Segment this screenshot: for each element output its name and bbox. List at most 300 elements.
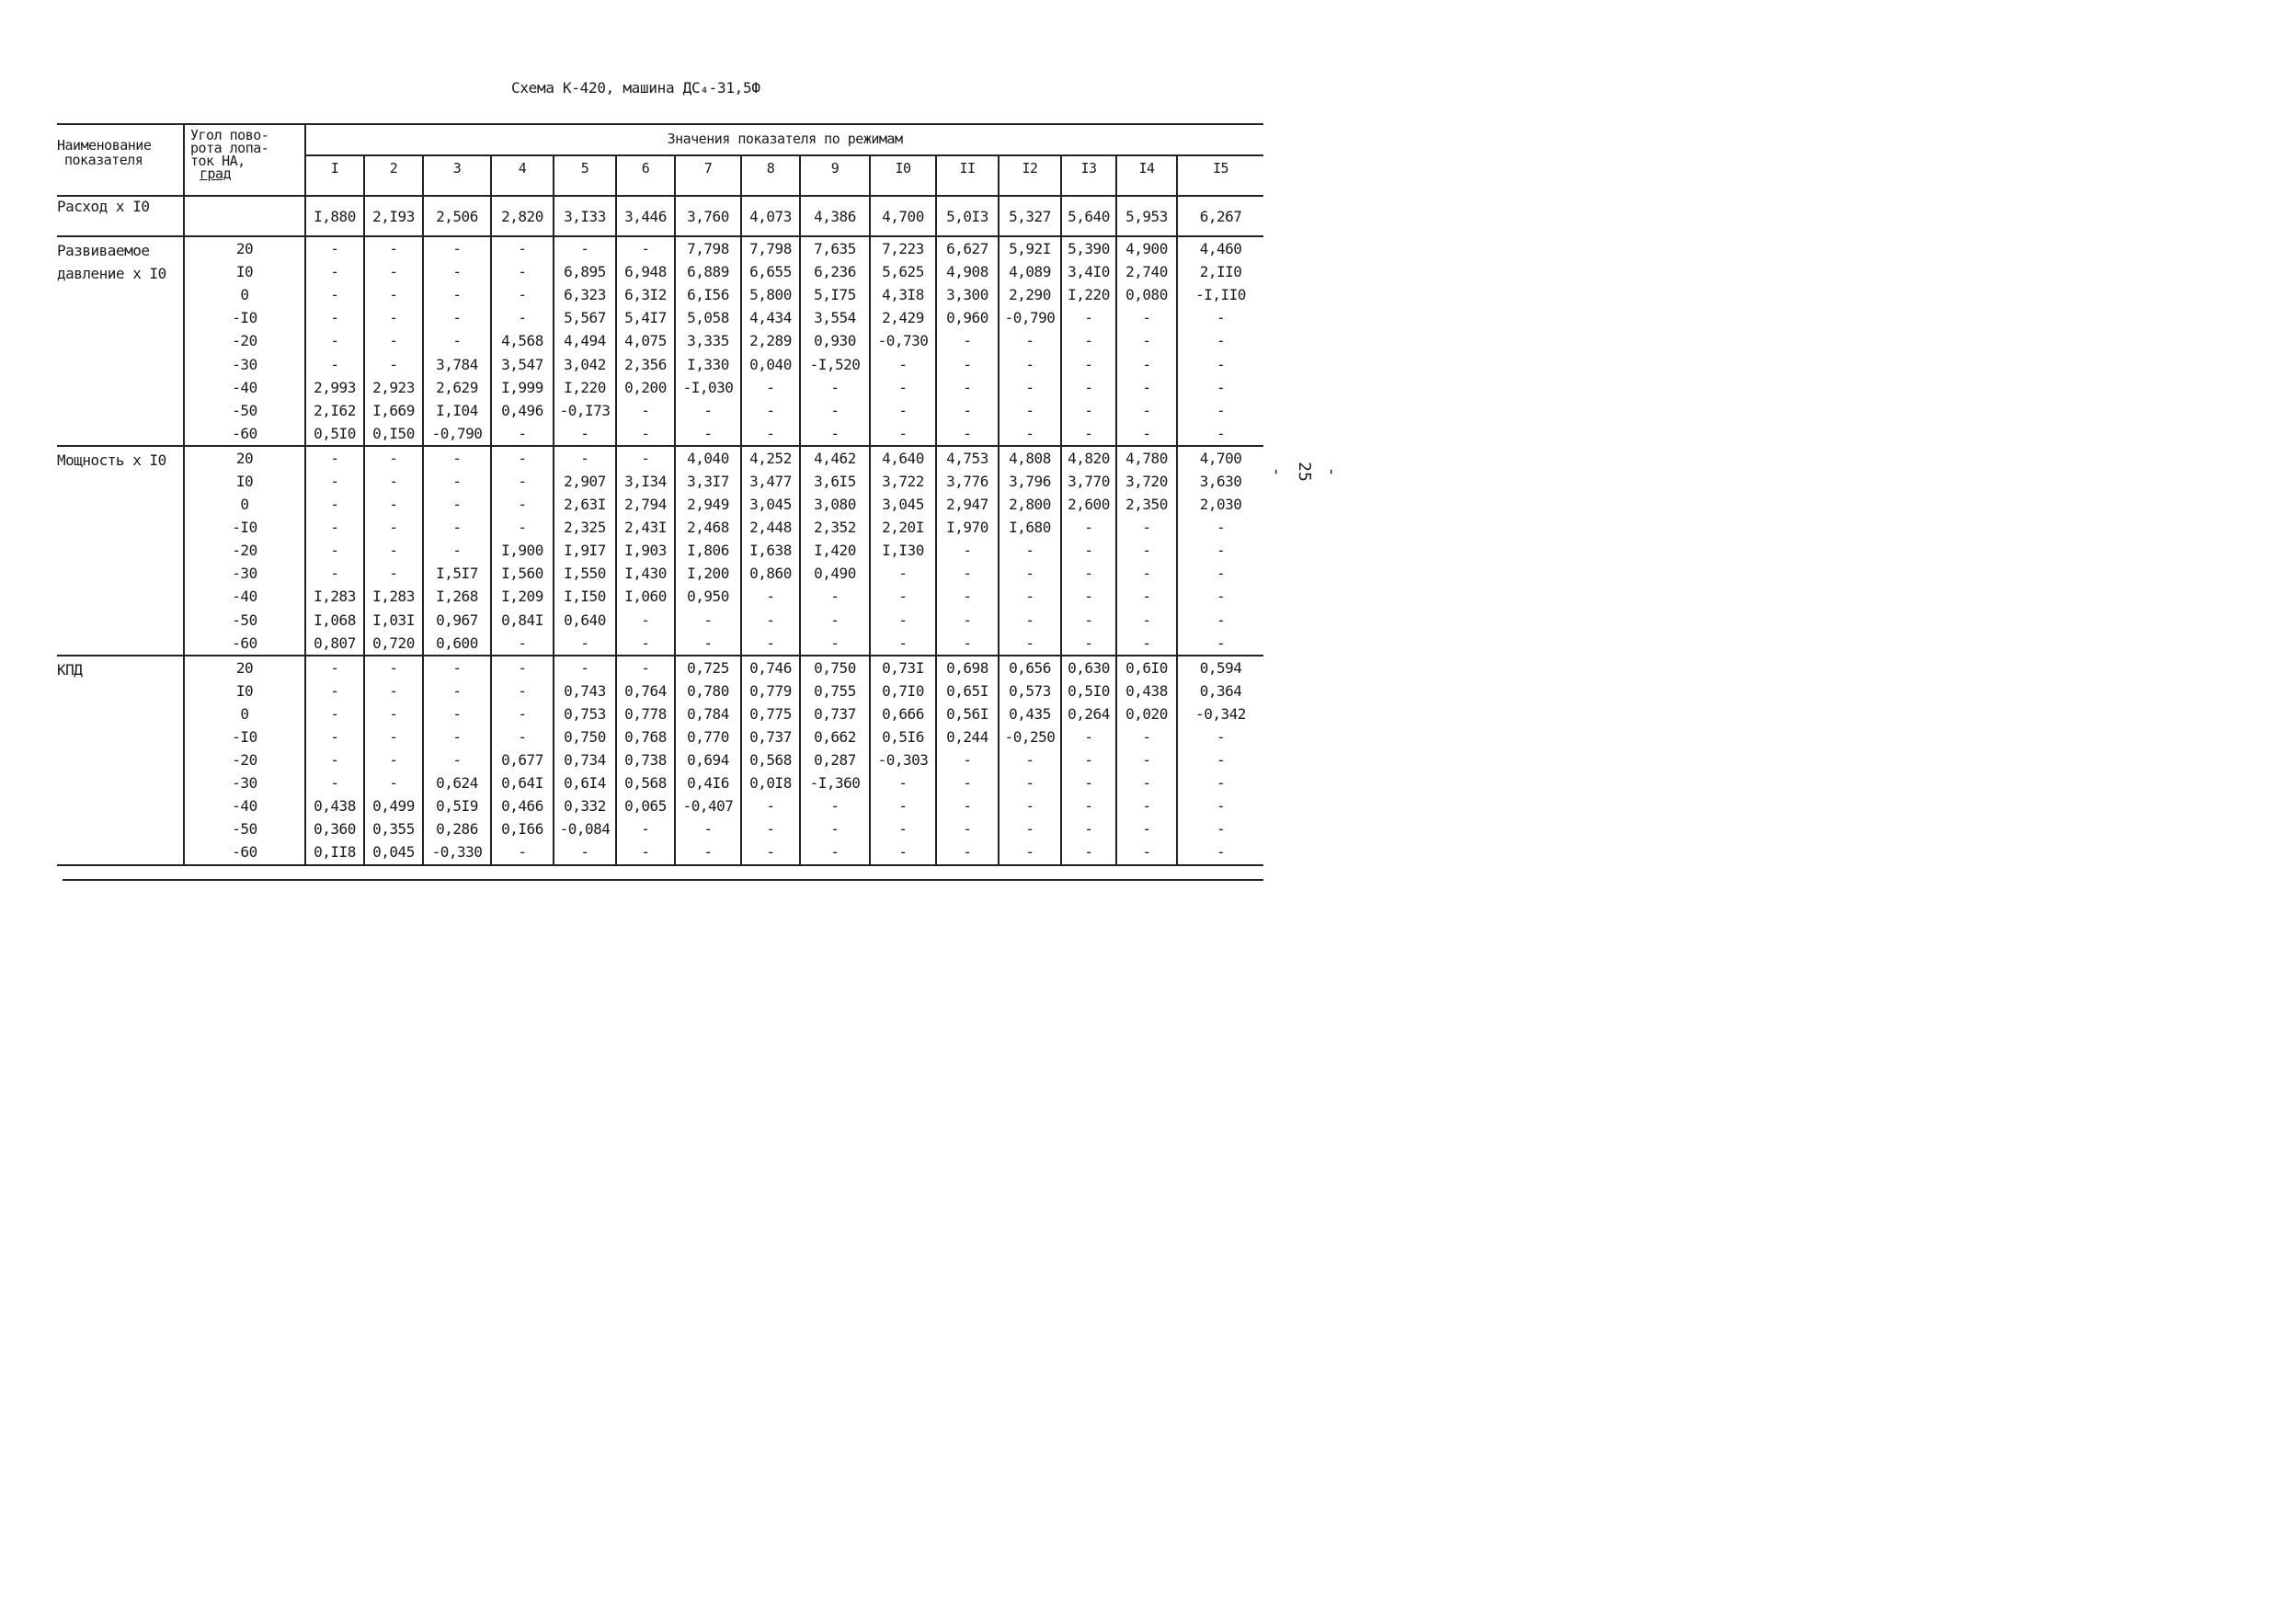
header-mode: I0 bbox=[870, 155, 936, 196]
value-cell: 0,65I bbox=[936, 679, 999, 702]
value-cell: - bbox=[936, 585, 999, 608]
value-cell: 5,4I7 bbox=[616, 306, 675, 329]
value-cell: 0,662 bbox=[800, 725, 870, 748]
value-cell: 5,058 bbox=[675, 306, 741, 329]
value-cell: 3,045 bbox=[741, 493, 800, 516]
value-cell: - bbox=[491, 725, 554, 748]
value-cell: 0,360 bbox=[305, 817, 364, 840]
value-cell: 2,794 bbox=[616, 493, 675, 516]
value-cell: 0,753 bbox=[554, 702, 616, 725]
value-cell: - bbox=[491, 702, 554, 725]
value-cell: 0,045 bbox=[364, 840, 423, 864]
value-cell: 0,594 bbox=[1177, 656, 1263, 679]
value-cell: 3,720 bbox=[1116, 470, 1177, 493]
value-cell: 0,725 bbox=[675, 656, 741, 679]
value-cell: - bbox=[491, 236, 554, 260]
value-cell: - bbox=[1061, 399, 1116, 422]
table-row bbox=[57, 236, 1263, 260]
value-cell: 0,490 bbox=[800, 562, 870, 585]
value-cell: -0,790 bbox=[999, 306, 1061, 329]
value-cell: I,680 bbox=[999, 516, 1061, 539]
value-cell: - bbox=[800, 632, 870, 656]
value-cell: 0,778 bbox=[616, 702, 675, 725]
value-cell: - bbox=[616, 236, 675, 260]
value-cell: - bbox=[1061, 562, 1116, 585]
value-cell: 0,64I bbox=[491, 771, 554, 794]
value-cell: 0,5I0 bbox=[305, 422, 364, 446]
table-row bbox=[57, 679, 1263, 702]
value-cell: - bbox=[1116, 376, 1177, 399]
value-cell: - bbox=[1061, 632, 1116, 656]
value-cell: 0,640 bbox=[554, 609, 616, 632]
value-cell: I,209 bbox=[491, 585, 554, 608]
value-cell: - bbox=[870, 562, 936, 585]
value-cell: 3,477 bbox=[741, 470, 800, 493]
value-cell: - bbox=[741, 817, 800, 840]
value-cell: - bbox=[936, 376, 999, 399]
value-cell: I,I30 bbox=[870, 539, 936, 562]
value-cell: 2,947 bbox=[936, 493, 999, 516]
value-cell: -I,II0 bbox=[1177, 283, 1263, 306]
value-cell: - bbox=[1116, 771, 1177, 794]
value-cell: - bbox=[491, 283, 554, 306]
value-cell: -I,030 bbox=[675, 376, 741, 399]
value-cell: I,970 bbox=[936, 516, 999, 539]
value-cell: 0,0I8 bbox=[741, 771, 800, 794]
value-cell: - bbox=[305, 679, 364, 702]
value-cell: - bbox=[1177, 352, 1263, 375]
value-cell: - bbox=[1177, 748, 1263, 771]
value-cell: - bbox=[999, 632, 1061, 656]
value-cell: - bbox=[1177, 725, 1263, 748]
value-cell: - bbox=[1177, 585, 1263, 608]
header-mode: I5 bbox=[1177, 155, 1263, 196]
value-cell: - bbox=[999, 794, 1061, 817]
value-cell: 0,624 bbox=[423, 771, 491, 794]
value-cell: 0,244 bbox=[936, 725, 999, 748]
value-cell: I,200 bbox=[675, 562, 741, 585]
value-cell: 3,776 bbox=[936, 470, 999, 493]
value-cell: - bbox=[1177, 422, 1263, 446]
value-cell: - bbox=[999, 329, 1061, 352]
value-cell: - bbox=[491, 260, 554, 283]
value-cell: 6,655 bbox=[741, 260, 800, 283]
value-cell: - bbox=[616, 632, 675, 656]
table-row bbox=[57, 702, 1263, 725]
table-row bbox=[57, 306, 1263, 329]
table-row bbox=[57, 840, 1263, 864]
value-cell: 0,750 bbox=[800, 656, 870, 679]
value-cell: 3,760 bbox=[675, 196, 741, 236]
value-cell: -0,I73 bbox=[554, 399, 616, 422]
value-cell: - bbox=[554, 236, 616, 260]
value-cell: 2,907 bbox=[554, 470, 616, 493]
header-mode: 7 bbox=[675, 155, 741, 196]
value-cell: - bbox=[1177, 516, 1263, 539]
value-cell: 0,750 bbox=[554, 725, 616, 748]
value-cell: - bbox=[423, 236, 491, 260]
value-cell: - bbox=[870, 817, 936, 840]
value-cell: 0,435 bbox=[999, 702, 1061, 725]
value-cell: 4,434 bbox=[741, 306, 800, 329]
value-cell: - bbox=[1116, 516, 1177, 539]
value-cell: 3,4I0 bbox=[1061, 260, 1116, 283]
value-cell: - bbox=[491, 840, 554, 864]
table-row bbox=[57, 539, 1263, 562]
value-cell: 5,800 bbox=[741, 283, 800, 306]
value-cell: 0,332 bbox=[554, 794, 616, 817]
value-cell: - bbox=[305, 446, 364, 470]
blade-angle-cell: -50 bbox=[184, 609, 305, 632]
value-cell: -I,360 bbox=[800, 771, 870, 794]
blade-angle-cell: -30 bbox=[184, 771, 305, 794]
value-cell: - bbox=[1116, 794, 1177, 817]
value-cell: 0,779 bbox=[741, 679, 800, 702]
value-cell: - bbox=[305, 725, 364, 748]
value-cell: 4,089 bbox=[999, 260, 1061, 283]
value-cell: - bbox=[305, 771, 364, 794]
value-cell: 5,92I bbox=[999, 236, 1061, 260]
value-cell: 0,6I0 bbox=[1116, 656, 1177, 679]
value-cell: - bbox=[1116, 585, 1177, 608]
value-cell: - bbox=[1177, 794, 1263, 817]
value-cell: - bbox=[1061, 539, 1116, 562]
value-cell: 2,II0 bbox=[1177, 260, 1263, 283]
value-cell: - bbox=[936, 352, 999, 375]
value-cell: - bbox=[364, 679, 423, 702]
value-cell: 6,889 bbox=[675, 260, 741, 283]
value-cell: - bbox=[364, 236, 423, 260]
value-cell: - bbox=[364, 493, 423, 516]
value-cell: - bbox=[616, 609, 675, 632]
table-row bbox=[57, 585, 1263, 608]
value-cell: - bbox=[491, 679, 554, 702]
value-cell: -I,520 bbox=[800, 352, 870, 375]
value-cell: - bbox=[423, 539, 491, 562]
value-cell: 5,625 bbox=[870, 260, 936, 283]
value-cell: 2,949 bbox=[675, 493, 741, 516]
value-cell: 0,438 bbox=[305, 794, 364, 817]
blade-angle-cell: -40 bbox=[184, 794, 305, 817]
value-cell: 0,568 bbox=[616, 771, 675, 794]
value-cell: - bbox=[1116, 306, 1177, 329]
value-cell: - bbox=[305, 562, 364, 585]
value-cell: - bbox=[364, 702, 423, 725]
value-cell: - bbox=[936, 748, 999, 771]
value-cell: - bbox=[423, 260, 491, 283]
value-cell: 4,494 bbox=[554, 329, 616, 352]
value-cell: I,268 bbox=[423, 585, 491, 608]
value-cell: - bbox=[999, 539, 1061, 562]
blade-angle-cell: -20 bbox=[184, 748, 305, 771]
blade-angle-cell: -40 bbox=[184, 376, 305, 399]
value-cell: - bbox=[1116, 725, 1177, 748]
table-row bbox=[57, 260, 1263, 283]
indicator-name-line: КПД bbox=[57, 660, 83, 679]
value-cell: 6,236 bbox=[800, 260, 870, 283]
value-cell: - bbox=[1061, 516, 1116, 539]
table-row bbox=[57, 329, 1263, 352]
value-cell: 2,20I bbox=[870, 516, 936, 539]
indicator-name bbox=[57, 446, 184, 656]
blade-angle-cell: -I0 bbox=[184, 306, 305, 329]
value-cell: - bbox=[1116, 352, 1177, 375]
value-cell: - bbox=[936, 840, 999, 864]
indicator-name-line: Мощность х I0 bbox=[57, 451, 166, 469]
value-cell: - bbox=[870, 585, 936, 608]
value-cell: - bbox=[364, 748, 423, 771]
value-cell: - bbox=[616, 817, 675, 840]
value-cell: - bbox=[364, 329, 423, 352]
value-cell: - bbox=[1116, 422, 1177, 446]
header-mode: I4 bbox=[1116, 155, 1177, 196]
value-cell: - bbox=[870, 422, 936, 446]
value-cell: - bbox=[1061, 840, 1116, 864]
value-cell: 3,770 bbox=[1061, 470, 1116, 493]
value-cell: - bbox=[1177, 771, 1263, 794]
value-cell: - bbox=[1177, 376, 1263, 399]
value-cell: - bbox=[999, 585, 1061, 608]
value-cell: - bbox=[1116, 840, 1177, 864]
value-cell: 0,5I0 bbox=[1061, 679, 1116, 702]
value-cell: I,550 bbox=[554, 562, 616, 585]
value-cell: 0,755 bbox=[800, 679, 870, 702]
blade-angle-cell: 20 bbox=[184, 656, 305, 679]
value-cell: 5,567 bbox=[554, 306, 616, 329]
value-cell: 4,460 bbox=[1177, 236, 1263, 260]
value-cell: 3,042 bbox=[554, 352, 616, 375]
table-row bbox=[57, 493, 1263, 516]
value-cell: - bbox=[305, 539, 364, 562]
value-cell: 4,640 bbox=[870, 446, 936, 470]
value-cell: - bbox=[616, 399, 675, 422]
value-cell: - bbox=[870, 840, 936, 864]
value-cell: - bbox=[1116, 562, 1177, 585]
value-cell: - bbox=[305, 329, 364, 352]
table-row bbox=[57, 562, 1263, 585]
value-cell: - bbox=[870, 609, 936, 632]
value-cell: 3,080 bbox=[800, 493, 870, 516]
value-cell: 0,734 bbox=[554, 748, 616, 771]
table-row bbox=[57, 771, 1263, 794]
value-cell: - bbox=[423, 725, 491, 748]
value-cell: - bbox=[554, 840, 616, 864]
value-cell: 0,84I bbox=[491, 609, 554, 632]
value-cell: I,880 bbox=[305, 196, 364, 236]
value-cell: 0,496 bbox=[491, 399, 554, 422]
value-cell: - bbox=[1177, 562, 1263, 585]
value-cell: I,806 bbox=[675, 539, 741, 562]
value-cell: 5,390 bbox=[1061, 236, 1116, 260]
value-cell: 2,I62 bbox=[305, 399, 364, 422]
value-cell: 0,020 bbox=[1116, 702, 1177, 725]
value-cell: - bbox=[423, 329, 491, 352]
value-cell: - bbox=[741, 794, 800, 817]
table-row bbox=[57, 470, 1263, 493]
value-cell: - bbox=[999, 817, 1061, 840]
value-cell: - bbox=[364, 446, 423, 470]
value-cell: - bbox=[1177, 539, 1263, 562]
value-cell: 2,820 bbox=[491, 196, 554, 236]
value-cell: - bbox=[423, 702, 491, 725]
value-cell: - bbox=[364, 771, 423, 794]
value-cell: 0,600 bbox=[423, 632, 491, 656]
value-cell: 3,547 bbox=[491, 352, 554, 375]
value-cell: 0,960 bbox=[936, 306, 999, 329]
value-cell: - bbox=[999, 609, 1061, 632]
value-cell: 4,700 bbox=[870, 196, 936, 236]
value-cell: - bbox=[870, 376, 936, 399]
value-cell: 2,448 bbox=[741, 516, 800, 539]
value-cell: 3,3I7 bbox=[675, 470, 741, 493]
header-mode: 3 bbox=[423, 155, 491, 196]
blade-angle-cell: -30 bbox=[184, 352, 305, 375]
value-cell: - bbox=[999, 376, 1061, 399]
value-cell: - bbox=[1061, 352, 1116, 375]
value-cell: I,I50 bbox=[554, 585, 616, 608]
blade-angle-cell: -20 bbox=[184, 539, 305, 562]
value-cell: 2,600 bbox=[1061, 493, 1116, 516]
value-cell: - bbox=[491, 470, 554, 493]
value-cell: I,669 bbox=[364, 399, 423, 422]
table-row bbox=[57, 817, 1263, 840]
value-cell: - bbox=[423, 516, 491, 539]
value-cell: - bbox=[423, 679, 491, 702]
value-cell: I,I04 bbox=[423, 399, 491, 422]
value-cell: - bbox=[1177, 329, 1263, 352]
value-cell: 4,908 bbox=[936, 260, 999, 283]
value-cell: - bbox=[554, 446, 616, 470]
header-mode: 5 bbox=[554, 155, 616, 196]
value-cell: 0,438 bbox=[1116, 679, 1177, 702]
value-cell: 5,327 bbox=[999, 196, 1061, 236]
value-cell: - bbox=[1116, 817, 1177, 840]
value-cell: - bbox=[1061, 609, 1116, 632]
blade-angle-cell bbox=[184, 196, 305, 236]
value-cell: - bbox=[305, 516, 364, 539]
value-cell: -0,342 bbox=[1177, 702, 1263, 725]
value-cell: - bbox=[741, 840, 800, 864]
value-cell: - bbox=[491, 493, 554, 516]
header-mode: 2 bbox=[364, 155, 423, 196]
value-cell: 4,073 bbox=[741, 196, 800, 236]
value-cell: - bbox=[800, 840, 870, 864]
value-cell: 2,740 bbox=[1116, 260, 1177, 283]
value-cell: - bbox=[491, 446, 554, 470]
value-cell: - bbox=[554, 632, 616, 656]
header-mode: I bbox=[305, 155, 364, 196]
value-cell: 2,43I bbox=[616, 516, 675, 539]
value-cell: - bbox=[999, 399, 1061, 422]
header-mode: 8 bbox=[741, 155, 800, 196]
value-cell: - bbox=[305, 352, 364, 375]
value-cell: 0,784 bbox=[675, 702, 741, 725]
table-row bbox=[57, 609, 1263, 632]
value-cell: - bbox=[1061, 817, 1116, 840]
value-cell: - bbox=[364, 352, 423, 375]
performance-table bbox=[57, 123, 1263, 866]
value-cell: 3,335 bbox=[675, 329, 741, 352]
value-cell: 0,I50 bbox=[364, 422, 423, 446]
value-cell: 3,045 bbox=[870, 493, 936, 516]
value-cell: - bbox=[675, 609, 741, 632]
header-values-title: Значения показателя по режимам bbox=[305, 124, 1263, 155]
value-cell: 0,630 bbox=[1061, 656, 1116, 679]
table-row bbox=[57, 748, 1263, 771]
value-cell: 6,948 bbox=[616, 260, 675, 283]
value-cell: 6,323 bbox=[554, 283, 616, 306]
value-cell: - bbox=[1061, 306, 1116, 329]
header-indicator-name: Наименование показателя bbox=[57, 124, 184, 196]
value-cell: - bbox=[936, 539, 999, 562]
value-cell: - bbox=[675, 840, 741, 864]
table-row bbox=[57, 376, 1263, 399]
value-cell: 3,300 bbox=[936, 283, 999, 306]
value-cell: - bbox=[999, 422, 1061, 446]
value-cell: 0,666 bbox=[870, 702, 936, 725]
blade-angle-cell: -50 bbox=[184, 399, 305, 422]
value-cell: 4,462 bbox=[800, 446, 870, 470]
value-cell: 2,290 bbox=[999, 283, 1061, 306]
value-cell: 4,3I8 bbox=[870, 283, 936, 306]
value-cell: 0,264 bbox=[1061, 702, 1116, 725]
value-cell: - bbox=[305, 236, 364, 260]
value-cell: - bbox=[1061, 585, 1116, 608]
value-cell: - bbox=[1116, 399, 1177, 422]
value-cell: - bbox=[305, 260, 364, 283]
value-cell: I,220 bbox=[1061, 283, 1116, 306]
value-cell: - bbox=[999, 748, 1061, 771]
value-cell: 2,I93 bbox=[364, 196, 423, 236]
value-cell: 3,446 bbox=[616, 196, 675, 236]
value-cell: 0,065 bbox=[616, 794, 675, 817]
value-cell: - bbox=[305, 283, 364, 306]
value-cell: - bbox=[491, 516, 554, 539]
value-cell: - bbox=[423, 470, 491, 493]
value-cell: 0,364 bbox=[1177, 679, 1263, 702]
value-cell: 0,768 bbox=[616, 725, 675, 748]
value-cell: 2,289 bbox=[741, 329, 800, 352]
value-cell: - bbox=[936, 329, 999, 352]
value-cell: - bbox=[1177, 306, 1263, 329]
value-cell: 4,808 bbox=[999, 446, 1061, 470]
value-cell: 3,I33 bbox=[554, 196, 616, 236]
value-cell: - bbox=[364, 283, 423, 306]
value-cell: 5,0I3 bbox=[936, 196, 999, 236]
blade-angle-cell: 0 bbox=[184, 702, 305, 725]
value-cell: I,900 bbox=[491, 539, 554, 562]
value-cell: 0,737 bbox=[800, 702, 870, 725]
value-cell: - bbox=[554, 656, 616, 679]
value-cell: - bbox=[800, 399, 870, 422]
table-row bbox=[57, 725, 1263, 748]
value-cell: - bbox=[936, 609, 999, 632]
header-mode: 4 bbox=[491, 155, 554, 196]
value-cell: - bbox=[741, 585, 800, 608]
value-cell: - bbox=[999, 562, 1061, 585]
value-cell: - bbox=[1061, 329, 1116, 352]
table-row bbox=[57, 196, 1263, 236]
value-cell: -0,330 bbox=[423, 840, 491, 864]
value-cell: - bbox=[741, 399, 800, 422]
blade-angle-cell: I0 bbox=[184, 470, 305, 493]
value-cell: 3,796 bbox=[999, 470, 1061, 493]
value-cell: 2,356 bbox=[616, 352, 675, 375]
header-mode: I2 bbox=[999, 155, 1061, 196]
value-cell: 4,780 bbox=[1116, 446, 1177, 470]
value-cell: 0,677 bbox=[491, 748, 554, 771]
table-caption: Схема К-420, машина ДС₄-31,5Ф bbox=[511, 79, 760, 97]
